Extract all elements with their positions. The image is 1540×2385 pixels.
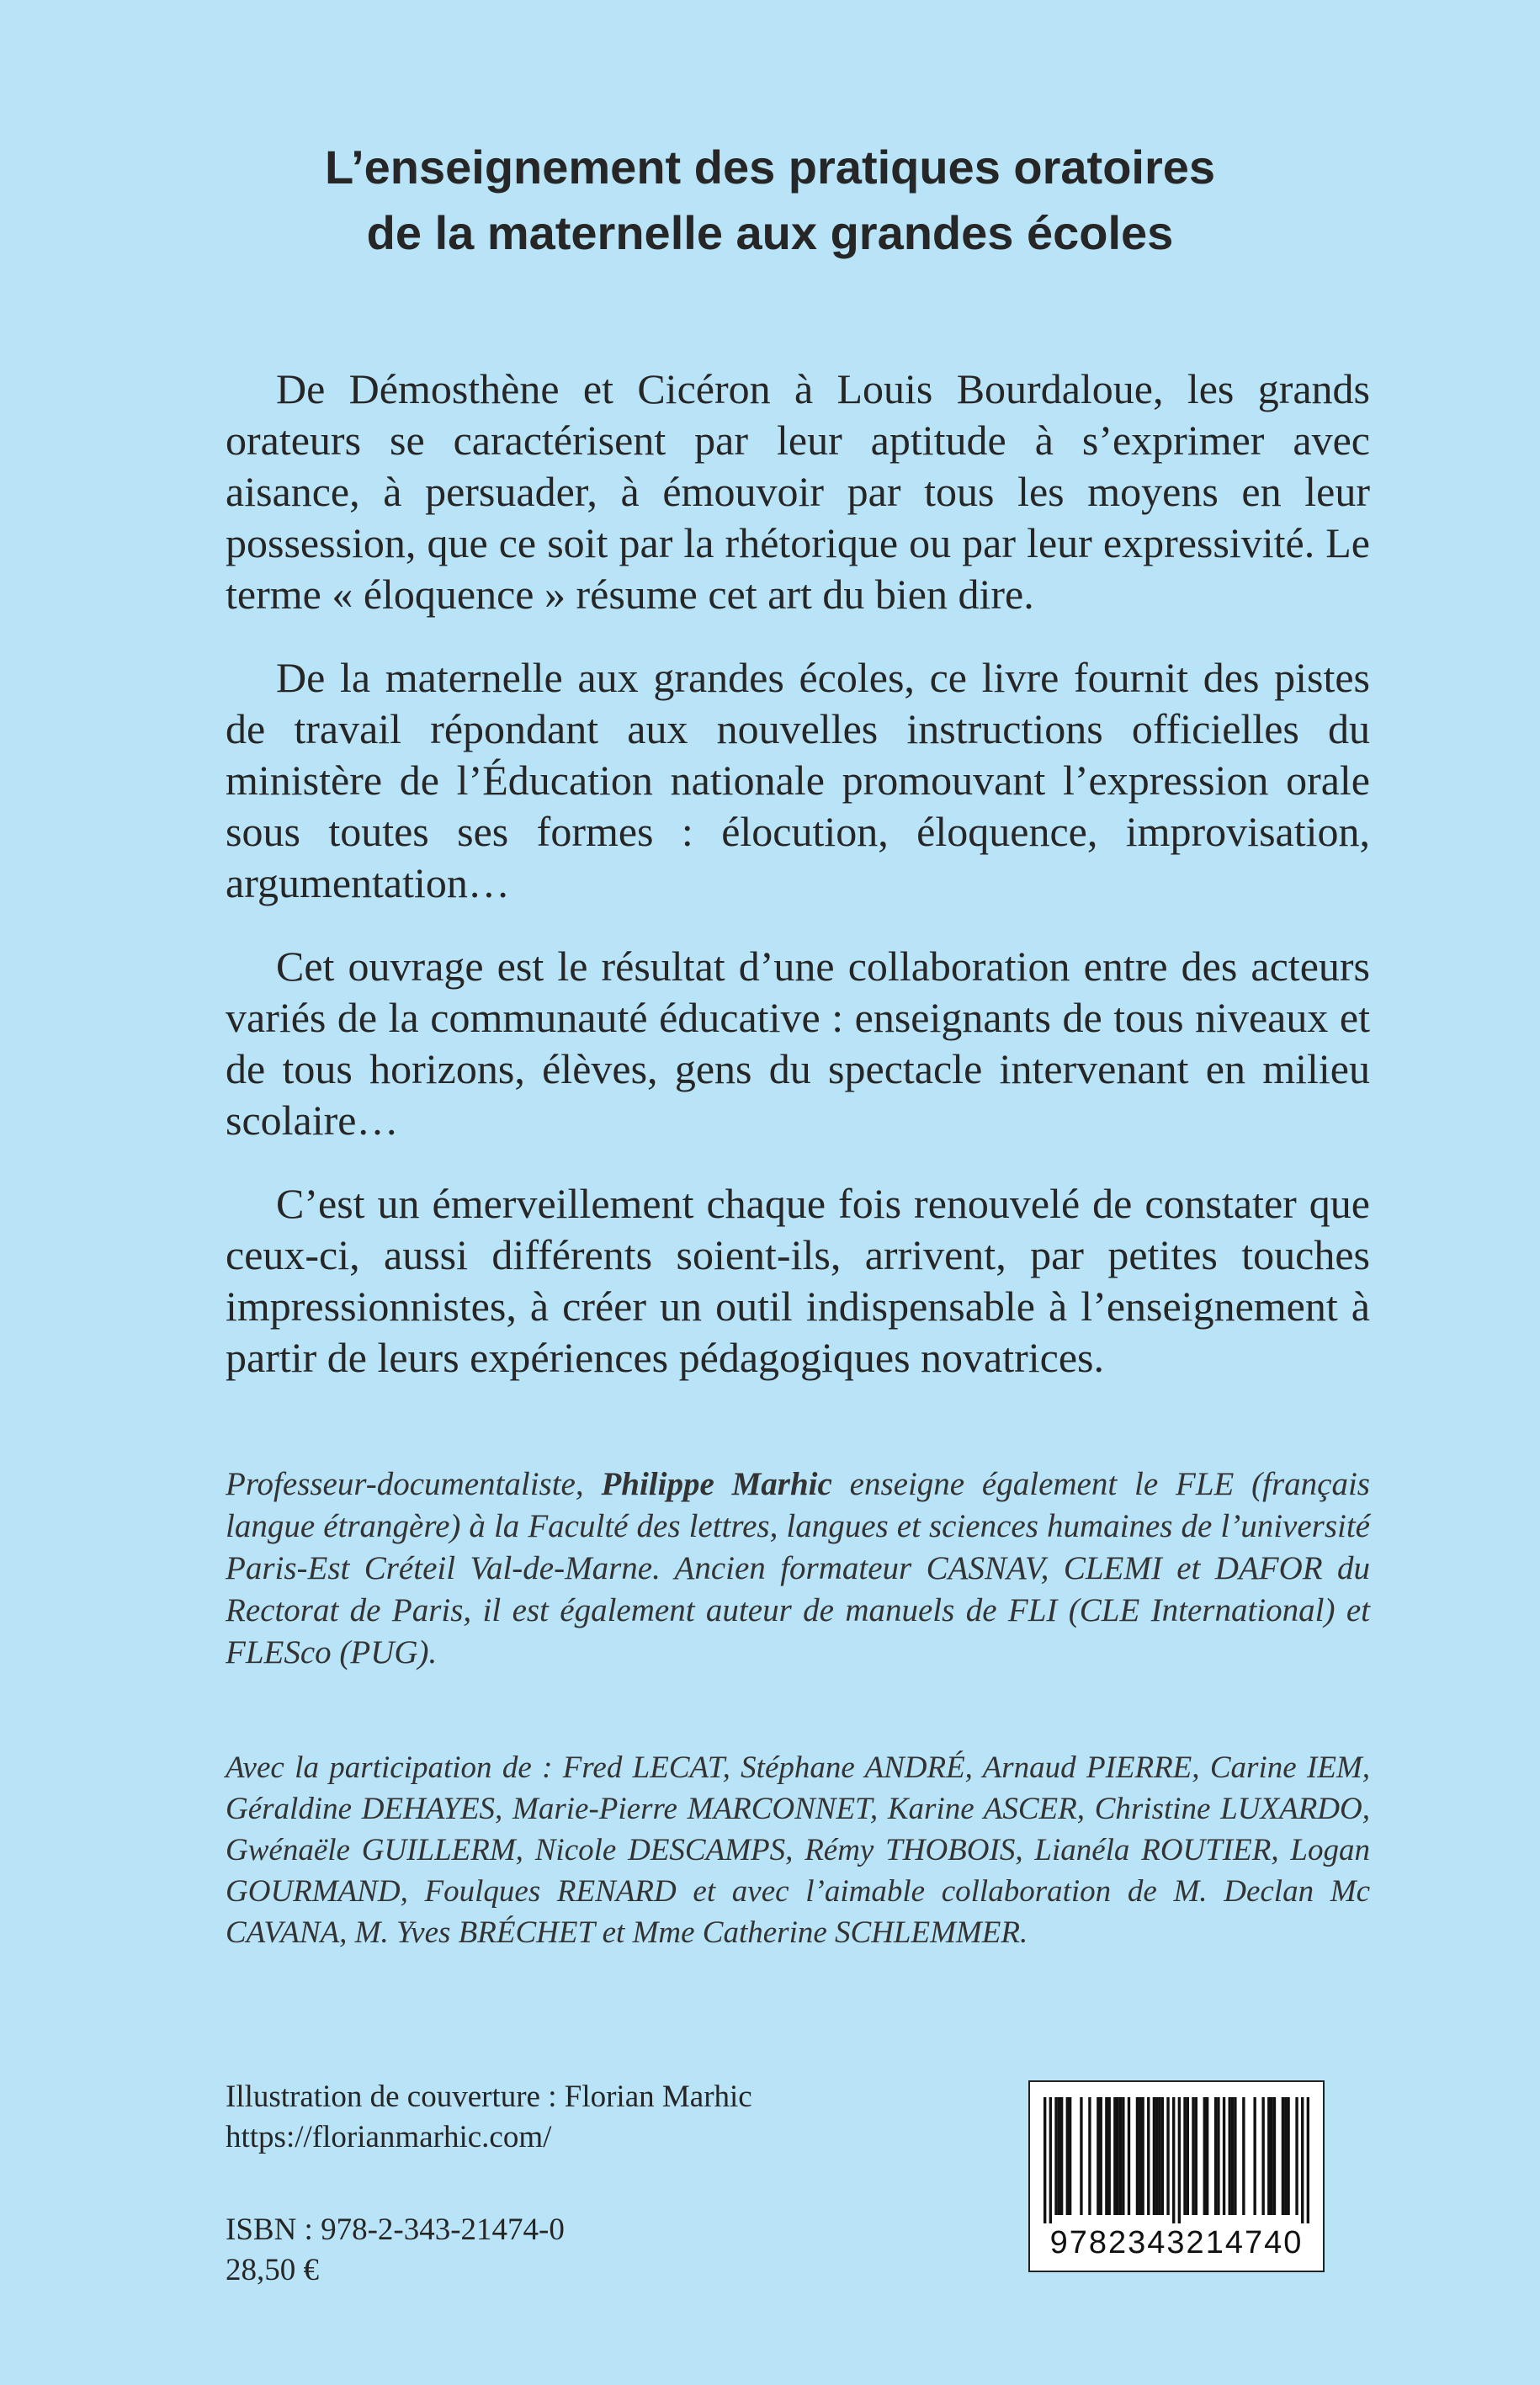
participants: Avec la participation de : Fred LECAT, Stéphane ANDRÉ, Arnaud PIERRE, Carine IEM, Géraldine DEHAYES, Marie-Pierre MARCONNET, Karine ASCER, Christine LUXARDO, Gwénaële GUILLERM, Nicole DESCAMPS, Rémy THOBOIS, Lianéla ROUTIER, Logan GOURMAND, Foulques RENARD et avec l’aimable collaboration de M. Declan Mc CAVANA, M. Yves BRÉCHET et Mme Catherine SCHLEMMER. [226,1750,1370,1950]
barcode-bar [1253,2097,1256,2215]
blurb-paragraph-2: De la maternelle aux grandes écoles, ce livre fournit des pistes de travail répondant aux nouvelles instructions officielles du ministère de l’Éducation nationale promouvant l’expression orale sous toutes ses formes : élocution, éloquence, improvisation, argumentation… [226,654,1370,906]
barcode-bar [1069,2097,1071,2215]
barcode-bar [1183,2097,1186,2215]
barcode-bar [1054,2097,1057,2215]
barcode-bar [1270,2097,1272,2215]
barcode-bar [1242,2097,1245,2215]
barcode-bars [1043,2097,1309,2223]
barcode-bar [1097,2097,1099,2215]
barcode-bar [1172,2097,1175,2223]
barcode-bar [1214,2097,1217,2215]
barcode-bar [1287,2097,1289,2215]
barcode-bar [1080,2097,1082,2215]
price: 28,50 € [226,2253,319,2287]
isbn: ISBN : 978-2-343-21474-0 [226,2212,565,2247]
barcode [1028,2080,1325,2272]
barcode-bar [1206,2097,1208,2215]
barcode-bar [1122,2097,1124,2215]
barcode-bar [1119,2097,1122,2215]
barcode-digits: 9782343214740 [1049,2225,1304,2260]
author-bio [226,1463,1370,1674]
barcode-bar [1128,2097,1130,2215]
barcode-bar [1273,2097,1276,2215]
barcode-bar [1060,2097,1063,2215]
title-line-1: L’enseignement des pratiques oratoires [324,141,1216,194]
barcode-bar [1261,2097,1264,2215]
barcode-bar [1136,2097,1139,2215]
illustrator-url: https://florianmarhic.com/ [226,2120,552,2154]
barcode-bar [1043,2097,1046,2223]
barcode-bar [1178,2097,1181,2223]
barcode-bar [1229,2097,1231,2215]
book-title [0,135,1540,266]
barcode-bar [1301,2097,1304,2223]
barcode-bar [1203,2097,1206,2215]
barcode-bar [1166,2097,1169,2215]
barcode-bar [1113,2097,1116,2215]
author-bio-text: enseigne également le FLE (français langue étrangère) à la Faculté des lettres, langues et sciences humaines de l’université Paris-Est Créteil Val-de-Marne. Ancien formateur CASNAV, CLEMI et DAFOR du Rectorat de Paris, il est également auteur de manuels de FLI (CLE International) et FLESco (PUG). [226,1466,1370,1671]
barcode-bar [1267,2097,1270,2215]
barcode-bar [1066,2097,1069,2215]
barcode-bar [1195,2097,1197,2215]
barcode-bar [1141,2097,1144,2215]
barcode-bar [1307,2097,1309,2223]
author-bio-prefix: Professeur-documentaliste, [226,1466,602,1502]
barcode-bar [1139,2097,1141,2215]
barcode-bar [1049,2097,1052,2223]
title-line-2: de la maternelle aux grandes écoles [366,206,1174,259]
barcode-bar [1147,2097,1150,2215]
blurb-paragraph-4: C’est un émerveillement chaque fois renouvelé de constater que ceux-ci, aussi différents soient-ils, arrivent, par petites touches impressionnistes, à créer un outil indispensable à l’enseignement à partir de leurs expériences pédagogiques novatrices. [226,1180,1370,1381]
barcode-bar [1282,2097,1284,2215]
barcode-bar [1153,2097,1155,2215]
barcode-bar [1217,2097,1219,2215]
barcode-bar [1108,2097,1111,2215]
blurb [226,364,1370,1416]
barcode-bar [1284,2097,1287,2215]
barcode-bar [1105,2097,1107,2215]
barcode-bar [1161,2097,1164,2215]
barcode-bar [1192,2097,1194,2215]
barcode-bar [1223,2097,1225,2215]
barcode-bar [1231,2097,1234,2215]
barcode-bar [1155,2097,1158,2215]
barcode-bar [1187,2097,1189,2215]
barcode-bar [1158,2097,1160,2215]
credits [226,2077,752,2291]
barcode-bar [1058,2097,1060,2215]
illustration-credit: Illustration de couverture : Florian Marhic [226,2080,752,2114]
barcode-bar [1100,2097,1102,2215]
barcode-bar [1116,2097,1118,2215]
blurb-paragraph-3: Cet ouvrage est le résultat d’une collaboration entre des acteurs variés de la communauté éducative : enseignants de tous niveaux et de tous horizons, élèves, gens du spectacle intervenant en milieu scolaire… [226,943,1370,1144]
barcode-bar [1295,2097,1298,2215]
author-name: Philippe Marhic [601,1466,832,1502]
blurb-paragraph-1: De Démosthène et Cicéron à Louis Bourdaloue, les grands orateurs se caractérisent par leur aptitude à s’exprimer avec aisance, à persuader, à émouvoir par tous les moyens en leur possession, que ce soit par la rhétorique ou par leur expressivité. Le terme « éloquence » résume cet art du bien dire. [226,365,1370,618]
barcode-bar [1088,2097,1091,2215]
barcode-bar [1234,2097,1236,2215]
